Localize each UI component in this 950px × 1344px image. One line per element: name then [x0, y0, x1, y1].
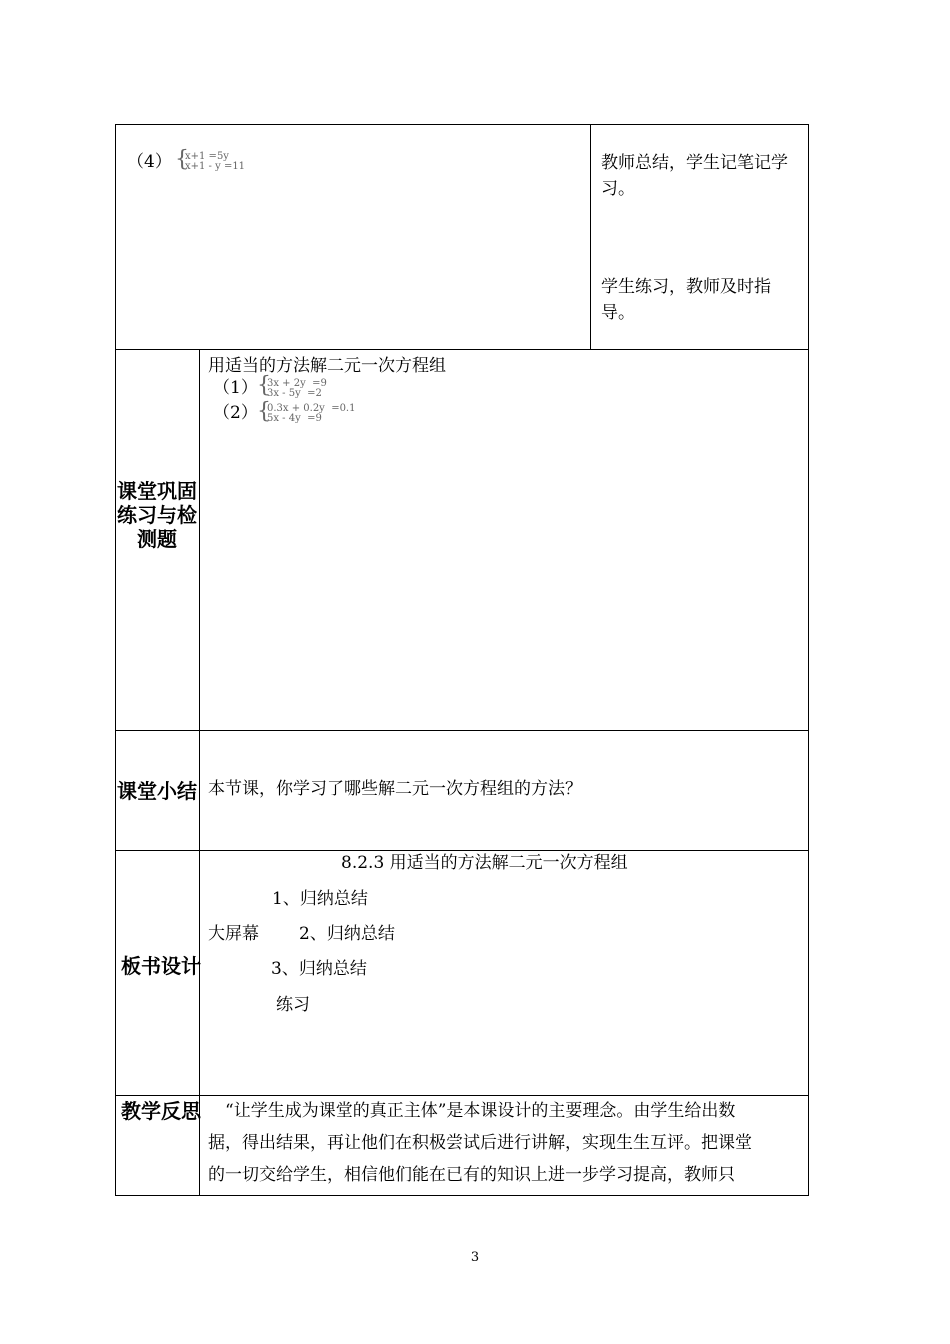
board-title: 8.2.3 用适当的方法解二元一次方程组: [341, 853, 628, 873]
item-4-prefix: （4）: [127, 152, 172, 172]
page-number: 3: [470, 1250, 480, 1265]
board-line: 1、归纳总结: [272, 889, 368, 909]
reflection-line: 的一切交给学生，相信他们能在已有的知识上进一步学习提高，教师只: [208, 1165, 735, 1185]
table-border-right: [808, 124, 809, 1196]
row-divider: [115, 349, 809, 350]
equation-line: 0.3x + 0.2y =0.1: [267, 403, 356, 414]
row-divider: [115, 730, 809, 731]
board-line: 练习: [276, 995, 310, 1015]
summary-label: 课堂小结: [117, 779, 197, 803]
equation-line: 3x - 5y =2: [267, 388, 322, 399]
equation-brace: {: [175, 147, 189, 172]
board-line: 2、归纳总结: [299, 924, 395, 944]
student-note: 学生练习，教师及时指导。: [601, 277, 771, 323]
equation-line: 5x - 4y =9: [267, 413, 322, 424]
summary-text: 本节课，你学习了哪些解二元一次方程组的方法？: [208, 779, 582, 799]
equation-line: x+1 =5y: [185, 151, 229, 162]
reflection-line: 据，得出结果，再让他们在积极尝试后进行讲解，实现生生互评。把课堂: [208, 1133, 752, 1153]
board-label: 板书设计: [121, 954, 201, 978]
board-line: 3、归纳总结: [271, 959, 367, 979]
question-1-prefix: （1）: [213, 378, 258, 398]
board-screen: 大屏幕: [208, 924, 259, 944]
lesson-table: [115, 124, 809, 1196]
equation-brace: {: [257, 399, 271, 424]
table-border-bottom: [115, 1195, 809, 1196]
row-divider: [115, 1095, 809, 1096]
table-border-top: [115, 124, 809, 125]
question-2-prefix: （2）: [213, 403, 258, 423]
reflection-label: 教学反思: [121, 1099, 201, 1123]
equation-brace: {: [257, 373, 271, 398]
teacher-note: 教师总结，学生记笔记学习。: [601, 153, 788, 199]
practice-label: 课堂巩固练习与检测题: [117, 479, 197, 551]
practice-intro: 用适当的方法解二元一次方程组: [208, 356, 446, 376]
equation-line: x+1 - y =11: [185, 161, 246, 172]
table-border-left: [115, 124, 116, 1196]
label-column-divider: [199, 349, 200, 1196]
reflection-line: “让学生成为课堂的真正主体”是本课设计的主要理念。由学生给出数: [225, 1101, 736, 1121]
equation-line: 3x + 2y =9: [267, 378, 327, 389]
column-divider: [590, 124, 591, 350]
